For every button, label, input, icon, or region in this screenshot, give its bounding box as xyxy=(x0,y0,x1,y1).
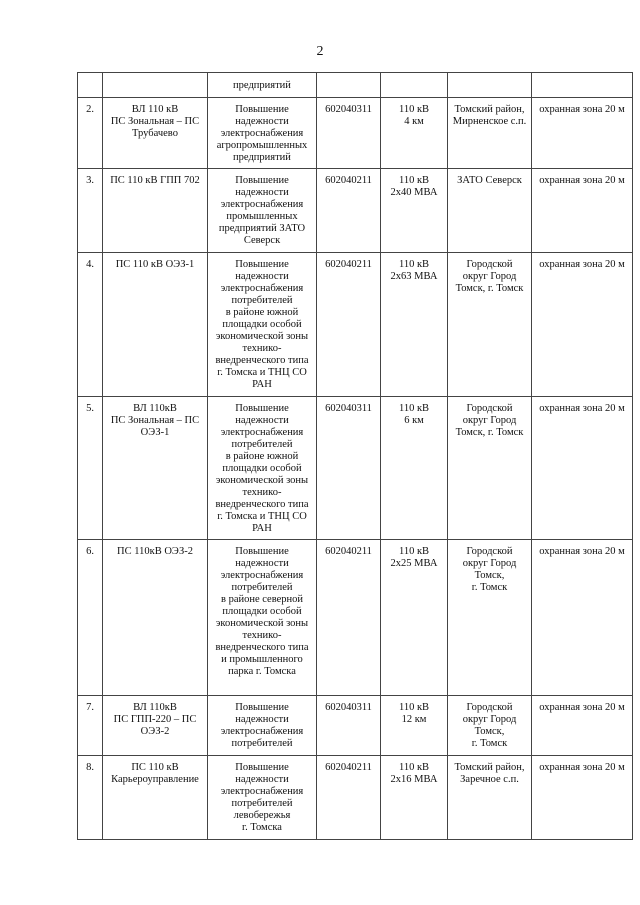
num-cell: 7. xyxy=(78,696,103,756)
zone-cell: охранная зона 20 м xyxy=(532,397,633,540)
table-row xyxy=(78,756,633,840)
purpose-cell: Повышение надежности электроснабжения потребителей xyxy=(208,696,317,756)
purpose-cell: Повышение надежности электроснабжения агропромышленных предприятий xyxy=(208,98,317,169)
code-cell: 602040311 xyxy=(317,98,381,169)
objects-table xyxy=(77,72,633,840)
name-cell xyxy=(103,73,208,98)
table-row-continuation xyxy=(78,73,633,98)
table-row xyxy=(78,397,633,540)
zone-cell: охранная зона 20 м xyxy=(532,253,633,397)
num-cell: 2. xyxy=(78,98,103,169)
num-cell: 3. xyxy=(78,169,103,253)
purpose-cell: Повышение надежности электроснабжения потребителей в районе северной площадки особой экономической зоны технико- внедренческого типа и промышленного парка г. Томска xyxy=(208,540,317,696)
zone-cell: охранная зона 20 м xyxy=(532,169,633,253)
code-cell xyxy=(317,73,381,98)
num-cell: 4. xyxy=(78,253,103,397)
page-number: 2 xyxy=(316,44,324,59)
code-cell: 602040211 xyxy=(317,756,381,840)
num-cell xyxy=(78,73,103,98)
table-row xyxy=(78,169,633,253)
purpose-cell: Повышение надежности электроснабжения промышленных предприятий ЗАТО Северск xyxy=(208,169,317,253)
zone-cell: охранная зона 20 м xyxy=(532,756,633,840)
table-row xyxy=(78,98,633,169)
zone-cell: охранная зона 20 м xyxy=(532,98,633,169)
code-cell: 602040311 xyxy=(317,397,381,540)
location-cell: ЗАТО Северск xyxy=(448,169,532,253)
param-cell xyxy=(381,73,448,98)
zone-cell: охранная зона 20 м xyxy=(532,696,633,756)
code-cell: 602040211 xyxy=(317,253,381,397)
param-cell: 110 кВ 12 км xyxy=(381,696,448,756)
num-cell: 6. xyxy=(78,540,103,696)
name-cell: ВЛ 110 кВ ПС Зональная – ПС Трубачево xyxy=(103,98,208,169)
purpose-cell: предприятий xyxy=(208,73,317,98)
table-body xyxy=(78,73,633,840)
param-cell: 110 кВ 2х63 МВА xyxy=(381,253,448,397)
num-cell: 5. xyxy=(78,397,103,540)
name-cell: ВЛ 110кВ ПС Зональная – ПС ОЭЗ-1 xyxy=(103,397,208,540)
name-cell: ПС 110 кВ ОЭЗ-1 xyxy=(103,253,208,397)
name-cell: ПС 110кВ ОЭЗ-2 xyxy=(103,540,208,696)
table-row xyxy=(78,540,633,696)
location-cell: Городской округ Город Томск, г. Томск xyxy=(448,540,532,696)
location-cell: Томский район, Мирненское с.п. xyxy=(448,98,532,169)
table-row xyxy=(78,253,633,397)
table-row xyxy=(78,696,633,756)
location-cell: Городской округ Город Томск, г. Томск xyxy=(448,253,532,397)
location-cell: Томский район, Заречное с.п. xyxy=(448,756,532,840)
code-cell: 602040311 xyxy=(317,696,381,756)
purpose-cell: Повышение надежности электроснабжения потребителей в районе южной площадки особой экономической зоны технико- внедренческого типа г. Томска и ТНЦ СО РАН xyxy=(208,397,317,540)
location-cell: Городской округ Город Томск, г. Томск xyxy=(448,397,532,540)
param-cell: 110 кВ 2х40 МВА xyxy=(381,169,448,253)
name-cell: ПС 110 кВ ГПП 702 xyxy=(103,169,208,253)
param-cell: 110 кВ 4 км xyxy=(381,98,448,169)
param-cell: 110 кВ 2х25 МВА xyxy=(381,540,448,696)
purpose-cell: Повышение надежности электроснабжения потребителей в районе южной площадки особой экономической зоны технико- внедренческого типа г. Томска и ТНЦ СО РАН xyxy=(208,253,317,397)
zone-cell: охранная зона 20 м xyxy=(532,540,633,696)
num-cell: 8. xyxy=(78,756,103,840)
code-cell: 602040211 xyxy=(317,169,381,253)
param-cell: 110 кВ 2х16 МВА xyxy=(381,756,448,840)
location-cell: Городской округ Город Томск, г. Томск xyxy=(448,696,532,756)
name-cell: ВЛ 110кВ ПС ГПП-220 – ПС ОЭЗ-2 xyxy=(103,696,208,756)
code-cell: 602040211 xyxy=(317,540,381,696)
zone-cell xyxy=(532,73,633,98)
param-cell: 110 кВ 6 км xyxy=(381,397,448,540)
purpose-cell: Повышение надежности электроснабжения потребителей левобережья г. Томска xyxy=(208,756,317,840)
location-cell xyxy=(448,73,532,98)
name-cell: ПС 110 кВ Карьероуправление xyxy=(103,756,208,840)
